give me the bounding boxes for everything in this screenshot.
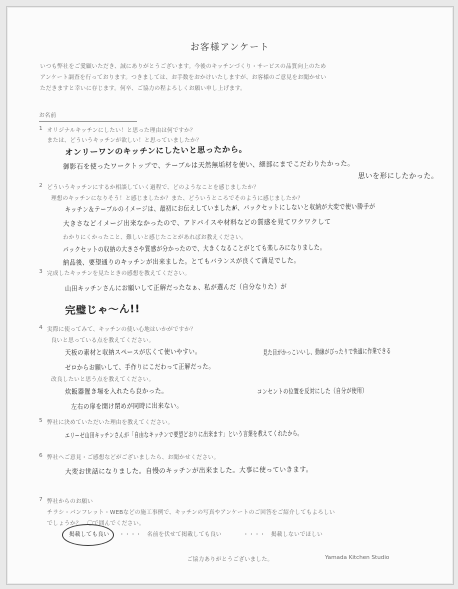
question-subtext: わかりにくかったこと、難しいと感じたことがあればお教えください。: [63, 235, 247, 241]
question-text: または、どういうキッチンが欲しい！と思っていましたか？: [47, 138, 202, 144]
intro-line: アンケート調査を行っております。つきましては、お手数をおかけいたしますが、お客様のご意見をお聞かせい: [40, 75, 327, 81]
page-title: お客様アンケート: [190, 43, 270, 53]
publish-option-anonymous[interactable]: 名前を伏せて掲載しても良い: [147, 532, 222, 538]
handwritten-answer: エリーゼ山田キッチンさんが「自由なキッチンで要望どおりに出来ます」という言葉を教えてくれたから。: [64, 429, 303, 440]
handwritten-answer: 見た目がかっこいいし、動線がぴったりで快適に作業できる: [262, 347, 392, 357]
question-text: 弊社へご意見・ご感想などがございましたら、お聞かせください。: [47, 455, 220, 461]
publish-option-declined[interactable]: 掲載しないでほしい: [271, 532, 323, 538]
name-label: お名前: [39, 113, 57, 119]
question-text: 弊社からのお願い: [47, 499, 93, 505]
option-separator: ・・・・: [243, 532, 266, 538]
handwritten-answer: 完璧じゃ〜ん!!: [64, 303, 141, 317]
handwritten-answer: 天板の素材と収納スペースが広くて使いやすい。: [64, 347, 202, 357]
handwritten-answer: 御影石を使ったワークトップで、テーブルは天然無垢材を使い、細部にまでこだわりたかった。: [62, 159, 355, 171]
survey-sheet: [6, 6, 454, 585]
question-text: 弊社に決めていただいた理由を教えてください。: [47, 420, 174, 426]
intro-line: ただきますと幸いに存じます。何卒、ご協力の程よろしくお願い申し上げます。: [40, 86, 246, 92]
handwritten-answer: 大きさなどイメージ出来なかったので、アドバイスや材料などの質感を見てワクワクして: [62, 217, 332, 228]
handwritten-answer: オンリーワンのキッチンにしたいと思ったから。: [64, 144, 248, 157]
handwritten-answer: ゼロからお願いして、手作りにこだわって正解だった。: [64, 362, 215, 372]
publish-option-allowed[interactable]: 掲載しても良い: [69, 532, 110, 538]
question-text: 完成したキッチンを見たときの感想を教えてください。: [47, 271, 191, 277]
question-number: 3: [39, 269, 43, 275]
footer-brand: Yamada Kitchen Studio: [325, 555, 390, 561]
question-text: オリジナルキッチンにしたい！と思った理由は何ですか？: [47, 128, 196, 134]
question-text: でしょうか？ 〇で囲んでください。: [47, 521, 145, 527]
handwritten-answer: 山田キッチンさんにお願いして正解だったなぁ、私が選んだ（自分なりた）が: [64, 282, 287, 293]
question-number: 4: [39, 325, 43, 331]
question-text: どういうキッチンにするか相談していく過程で、どのようなことを感じましたか？: [47, 185, 260, 191]
intro-line: いつも弊社をご愛顧いただき、誠にありがとうございます。今後のキッチンづくり・サービスの品質向上のため: [40, 64, 327, 70]
annotation-mark: [233, 207, 235, 209]
question-text: 理想のキッチンになりそう！と感じましたか？また、どういうところでそのように感じましたか？: [51, 196, 304, 202]
handwritten-answer: バックセットの収納の大きさや質感が分かったので、大きくなることがとても楽しみになりました。: [62, 243, 326, 254]
handwritten-answer: 左右の扉を開け閉めが同時に出来ない。: [70, 401, 183, 411]
name-underline: [39, 121, 137, 122]
handwritten-answer: 思いを形にしたかった。: [358, 172, 439, 180]
option-separator: ・・・・: [119, 532, 142, 538]
handwritten-answer: キッチン＆テーブルのイメージは、最初にお伝えしていましたが、バックセットにしないと収納が大変で使い勝手が: [64, 202, 376, 214]
handwritten-answer: コンセントの位置を反対にした（自分が使用）: [256, 386, 368, 396]
question-subtext: 良いと思っている点を教えてください。: [51, 338, 155, 344]
question-number: 6: [39, 453, 43, 459]
footer-thanks: ご協力ありがとうございました。: [187, 557, 274, 563]
handwritten-answer: 納品後、要望通りのキッチンが出来ました。とてもバランスが良くて満足でした。: [62, 256, 301, 267]
question-number: 1: [39, 126, 43, 132]
question-text: チラシ・パンフレット・WEBなどの施工事例で、キッチンの写真やアンケートのご回答をご紹介してもよろしい: [47, 510, 335, 516]
question-number: 5: [39, 418, 43, 424]
handwritten-answer: 大変お世話になりました。自慢のキッチンが出来ました。大事に使っていきます。: [64, 465, 313, 476]
question-text: 実際に使ってみて、キッチンの使い心地はいかがですか？: [47, 327, 196, 333]
handwritten-answer: 炊飯器置き場を入れたら良かった。: [64, 387, 168, 396]
question-subtext: 改良したいと思う点を教えてください。: [51, 377, 155, 383]
question-number: 2: [39, 183, 43, 189]
question-number: 7: [39, 497, 43, 503]
